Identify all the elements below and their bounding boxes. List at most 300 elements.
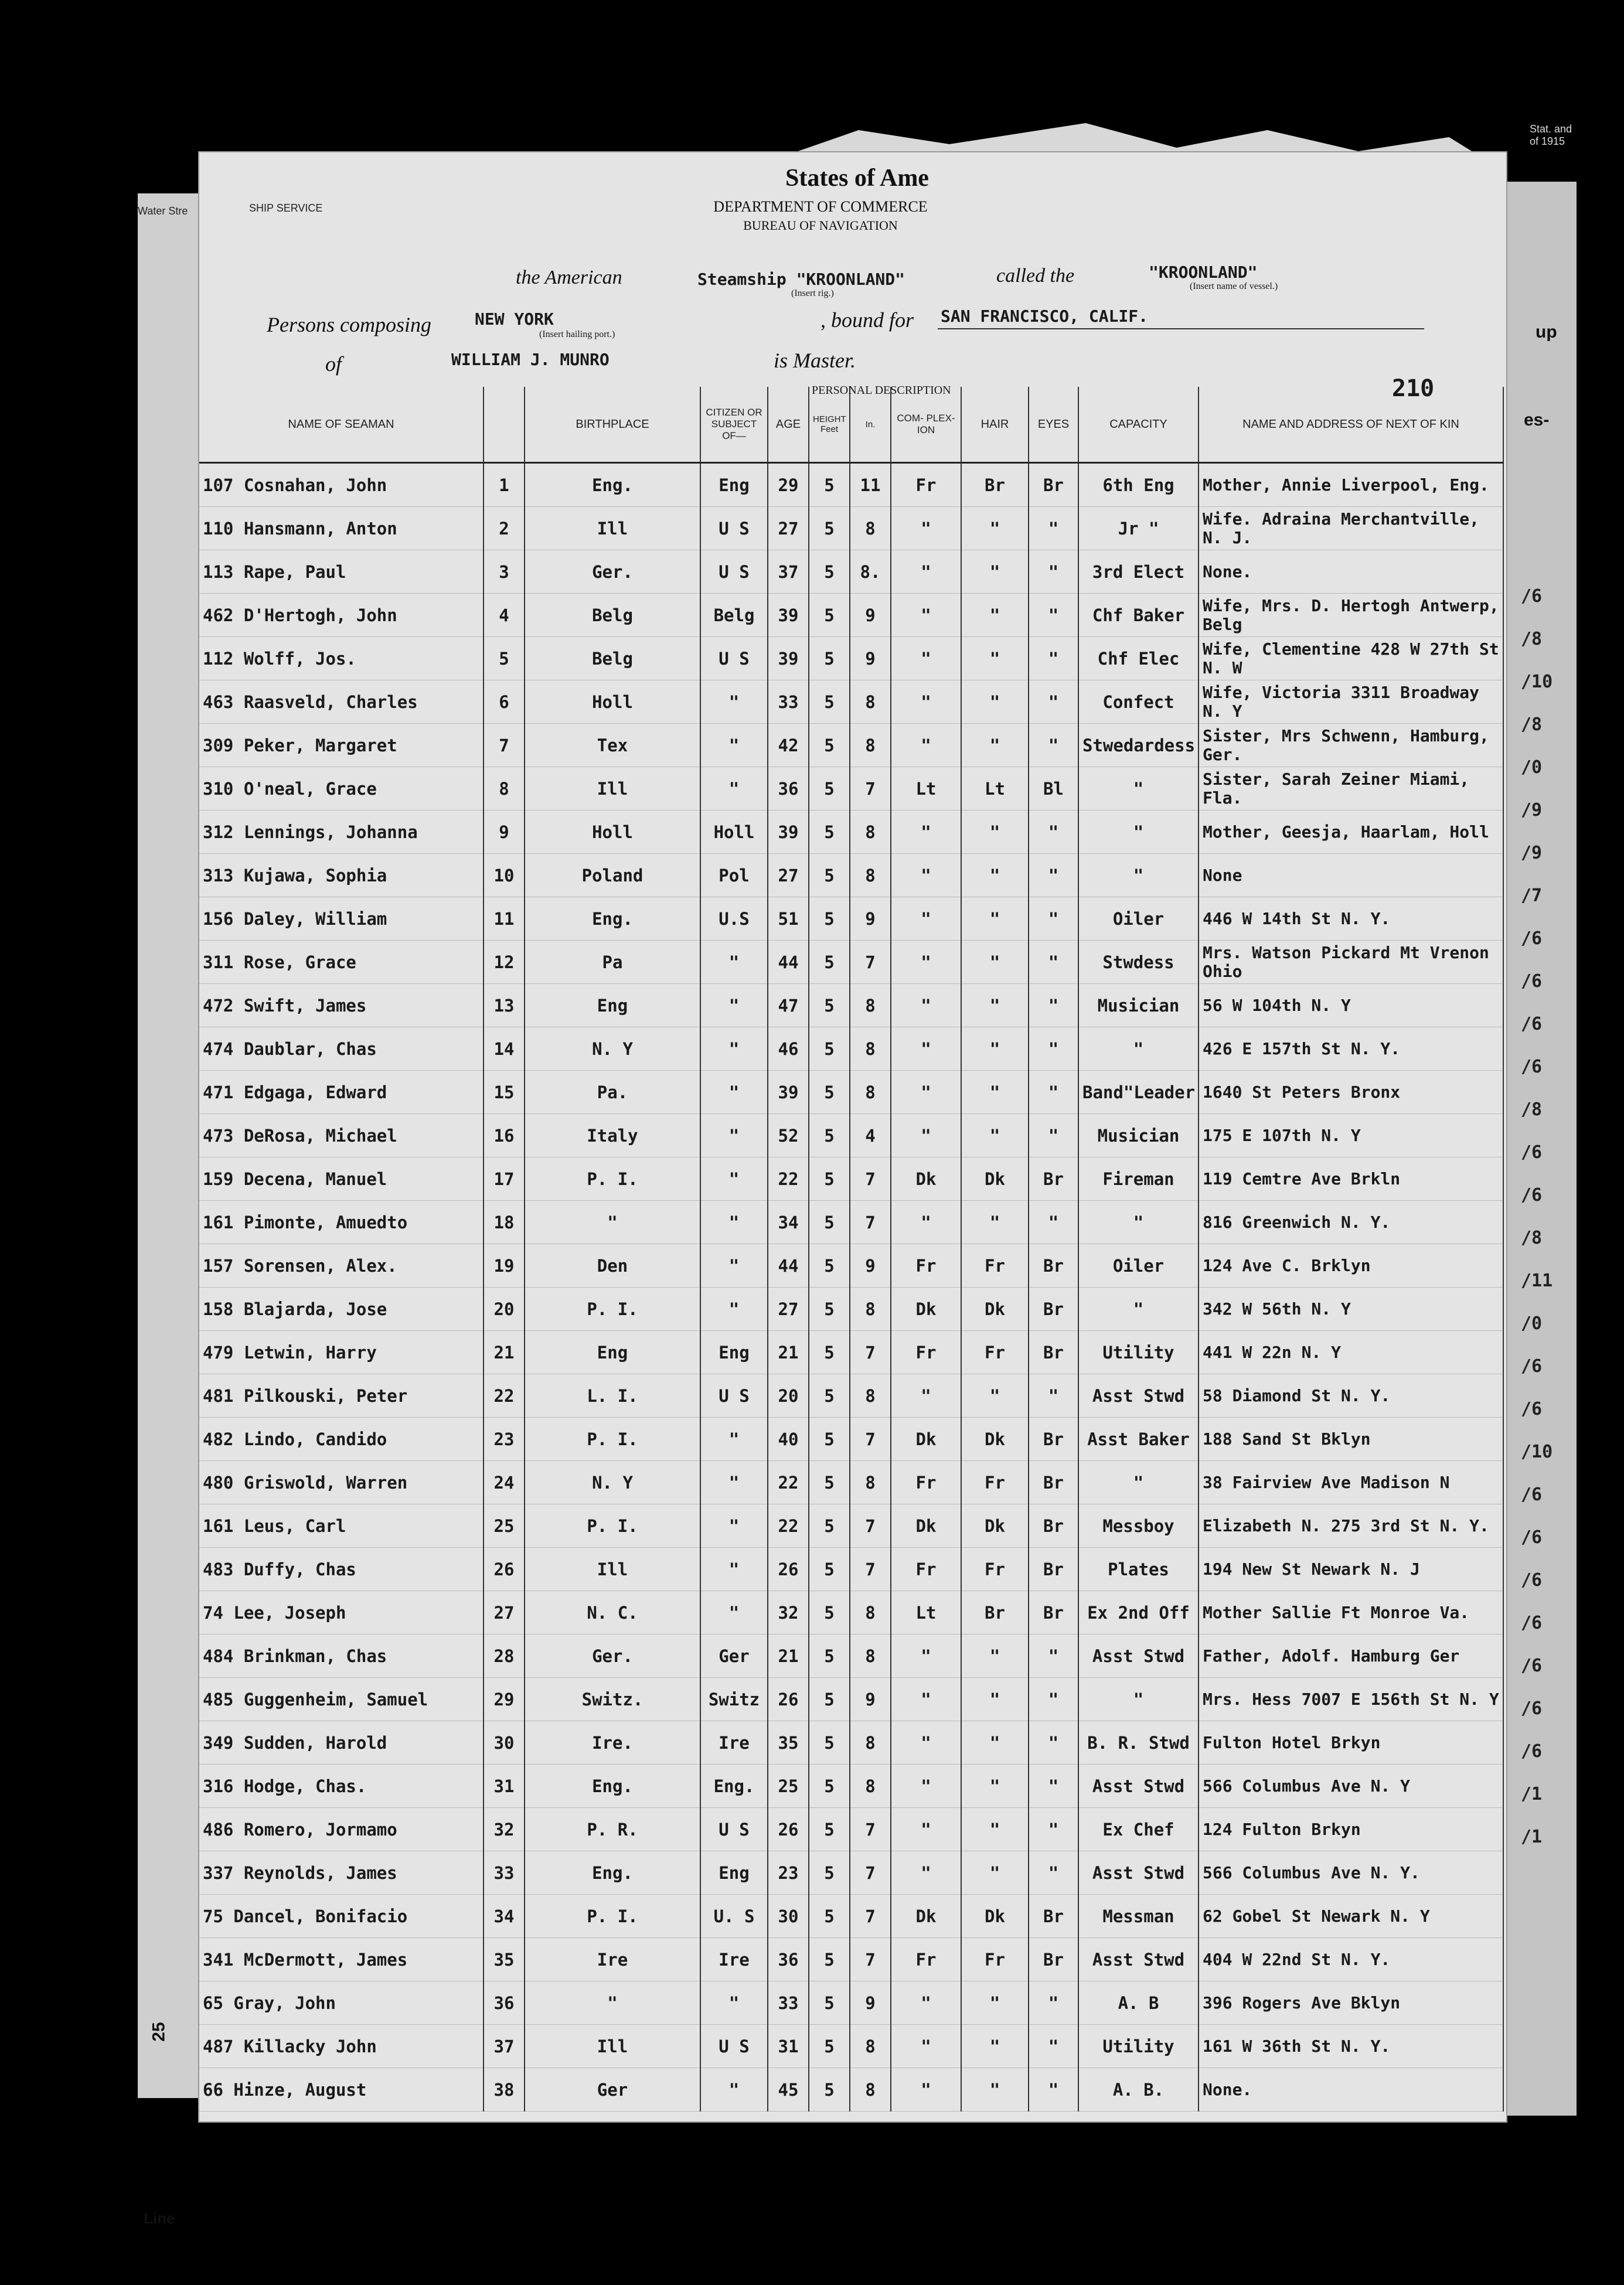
eyes: Br [1029, 1504, 1078, 1548]
table-row [199, 1765, 1503, 1808]
complexion: Lt [891, 1591, 961, 1634]
row-number: 25 [484, 1504, 525, 1548]
height-inches: 9 [850, 637, 891, 680]
height-inches: 7 [850, 1808, 891, 1851]
row-number: 1 [484, 463, 525, 507]
birthplace: Den [525, 1244, 700, 1288]
next-of-kin: Mother, Annie Liverpool, Eng. [1199, 463, 1503, 507]
capacity: Utility [1078, 1331, 1199, 1374]
table-row [199, 1504, 1503, 1548]
eyes: " [1029, 1851, 1078, 1895]
table-row [199, 1678, 1503, 1721]
height-inches: 8 [850, 1721, 891, 1765]
row-number: 8 [484, 767, 525, 811]
citizenship: U S [700, 2025, 768, 2068]
capacity: Jr " [1078, 507, 1199, 550]
table-row [199, 767, 1503, 811]
height-inches: 8 [850, 1071, 891, 1114]
birthplace: Eng [525, 984, 700, 1027]
hair: " [961, 811, 1029, 854]
eyes: " [1029, 811, 1078, 854]
height-inches: 8 [850, 1591, 891, 1634]
height-feet: 5 [809, 1895, 850, 1938]
hair: Dk [961, 1418, 1029, 1461]
citizenship: " [700, 1981, 768, 2025]
eyes: " [1029, 2068, 1078, 2112]
age: 37 [768, 550, 809, 594]
capacity: " [1078, 1201, 1199, 1244]
capacity: Asst Stwd [1078, 1374, 1199, 1418]
next-of-kin: 194 New St Newark N. J [1199, 1548, 1503, 1591]
complexion: " [891, 984, 961, 1027]
row-number: 26 [484, 1548, 525, 1591]
table-row [199, 2025, 1503, 2068]
vessel-name: "KROONLAND" [1149, 263, 1258, 282]
table-row [199, 1201, 1503, 1244]
eyes: " [1029, 984, 1078, 1027]
complexion: " [891, 724, 961, 767]
eyes: Br [1029, 1288, 1078, 1331]
hair: " [961, 550, 1029, 594]
citizenship: Pol [700, 854, 768, 897]
eyes: " [1029, 1374, 1078, 1418]
citizenship: U S [700, 550, 768, 594]
table-row [199, 941, 1503, 984]
next-of-kin: 816 Greenwich N. Y. [1199, 1201, 1503, 1244]
birthplace: P. I. [525, 1504, 700, 1548]
citizenship: Switz [700, 1678, 768, 1721]
seaman-name: 472 Swift, James [199, 984, 484, 1027]
next-of-kin: 124 Fulton Brkyn [1199, 1808, 1503, 1851]
seaman-name: 316 Hodge, Chas. [199, 1765, 484, 1808]
complexion: " [891, 1678, 961, 1721]
bureau-title: BUREAU OF NAVIGATION [743, 218, 898, 233]
hair: " [961, 680, 1029, 724]
age: 40 [768, 1418, 809, 1461]
birthplace: Eng. [525, 1851, 700, 1895]
birthplace: Italy [525, 1114, 700, 1157]
height-feet: 5 [809, 1938, 850, 1981]
hair: " [961, 897, 1029, 941]
complexion: Dk [891, 1504, 961, 1548]
right-margin-mark: /6 [1521, 1741, 1543, 1762]
hailing-port: NEW YORK [475, 309, 554, 329]
seaman-name: 486 Romero, Jormamo [199, 1808, 484, 1851]
insert-name-note: (Insert name of vessel.) [1190, 281, 1278, 291]
height-feet: 5 [809, 1157, 850, 1201]
height-feet: 5 [809, 1504, 850, 1548]
next-of-kin: Wife, Victoria 3311 Broadway N. Y [1199, 680, 1503, 724]
birthplace: N. Y [525, 1027, 700, 1071]
complexion: " [891, 550, 961, 594]
hair: " [961, 1114, 1029, 1157]
height-feet: 5 [809, 680, 850, 724]
height-inches: 7 [850, 1331, 891, 1374]
capacity: " [1078, 854, 1199, 897]
ship-service-label: SHIP SERVICE [249, 202, 323, 214]
eyes: Br [1029, 1418, 1078, 1461]
age: 20 [768, 1374, 809, 1418]
capacity: Messman [1078, 1895, 1199, 1938]
eyes: Br [1029, 1461, 1078, 1504]
next-of-kin: Mother, Geesja, Haarlam, Holl [1199, 811, 1503, 854]
complexion: Dk [891, 1895, 961, 1938]
eyes: " [1029, 1721, 1078, 1765]
eyes: " [1029, 854, 1078, 897]
height-inches: 9 [850, 897, 891, 941]
crew-rows [199, 463, 1503, 2112]
birthplace: P. I. [525, 1157, 700, 1201]
age: 22 [768, 1461, 809, 1504]
height-inches: 8 [850, 1374, 891, 1418]
capacity: Confect [1078, 680, 1199, 724]
table-row [199, 1895, 1503, 1938]
complexion: " [891, 1765, 961, 1808]
table-row [199, 897, 1503, 941]
citizenship: U S [700, 637, 768, 680]
age: 42 [768, 724, 809, 767]
next-of-kin: 124 Ave C. Brklyn [1199, 1244, 1503, 1288]
next-of-kin: Sister, Sarah Zeiner Miami, Fla. [1199, 767, 1503, 811]
seaman-name: 313 Kujawa, Sophia [199, 854, 484, 897]
citizenship: " [700, 1027, 768, 1071]
citizenship: Eng. [700, 1765, 768, 1808]
height-feet: 5 [809, 507, 850, 550]
right-margin-mark: /10 [1521, 1442, 1553, 1462]
eyes: Br [1029, 463, 1078, 507]
complexion: " [891, 1634, 961, 1678]
height-inches: 7 [850, 941, 891, 984]
next-of-kin: Mrs. Watson Pickard Mt Vrenon Ohio [1199, 941, 1503, 984]
row-number: 11 [484, 897, 525, 941]
col-feet [809, 387, 850, 463]
citizenship: Belg [700, 594, 768, 637]
citizenship: " [700, 680, 768, 724]
right-margin-mark: /8 [1521, 629, 1543, 649]
eyes: " [1029, 897, 1078, 941]
row-number: 33 [484, 1851, 525, 1895]
right-margin-mark: /8 [1521, 714, 1543, 735]
complexion: Fr [891, 1331, 961, 1374]
next-of-kin: Wife, Clementine 428 W 27th St N. W [1199, 637, 1503, 680]
table-row [199, 1071, 1503, 1114]
col-number [484, 387, 525, 463]
height-feet: 5 [809, 1765, 850, 1808]
height-feet: 5 [809, 1548, 850, 1591]
next-of-kin: 62 Gobel St Newark N. Y [1199, 1895, 1503, 1938]
height-feet: 5 [809, 1201, 850, 1244]
table-row [199, 1331, 1503, 1374]
left-margin-strip [138, 193, 208, 2227]
left-margin-word: Line [144, 2209, 175, 2227]
height-inches: 7 [850, 1157, 891, 1201]
hair: Dk [961, 1895, 1029, 1938]
next-of-kin: Mrs. Hess 7007 E 156th St N. Y [1199, 1678, 1503, 1721]
height-feet: 5 [809, 1981, 850, 2025]
row-number: 32 [484, 1808, 525, 1851]
citizenship: Ger [700, 1634, 768, 1678]
capacity: Asst Stwd [1078, 1938, 1199, 1981]
height-inches: 9 [850, 1981, 891, 2025]
eyes: " [1029, 1808, 1078, 1851]
row-number: 3 [484, 550, 525, 594]
seaman-name: 341 McDermott, James [199, 1938, 484, 1981]
hair: " [961, 854, 1029, 897]
citizenship: " [700, 984, 768, 1027]
hair: " [961, 941, 1029, 984]
birthplace: N. Y [525, 1461, 700, 1504]
right-margin-mark: /10 [1521, 672, 1553, 692]
next-of-kin: None. [1199, 550, 1503, 594]
height-feet: 5 [809, 811, 850, 854]
right-margin-mark: /6 [1521, 928, 1543, 949]
citizenship: U S [700, 1374, 768, 1418]
height-inches: 7 [850, 1938, 891, 1981]
seaman-name: 158 Blajarda, Jose [199, 1288, 484, 1331]
table-row [199, 1288, 1503, 1331]
capacity: 3rd Elect [1078, 550, 1199, 594]
hair: " [961, 637, 1029, 680]
right-margin-mark: /9 [1521, 800, 1543, 820]
table-row [199, 507, 1503, 550]
birthplace: Ill [525, 2025, 700, 2068]
height-feet: 5 [809, 724, 850, 767]
birthplace: Ill [525, 1548, 700, 1591]
age: 36 [768, 767, 809, 811]
title-fragment: States of Ame [785, 165, 929, 192]
birthplace: Holl [525, 811, 700, 854]
hair: " [961, 1721, 1029, 1765]
birthplace: Ill [525, 507, 700, 550]
age: 21 [768, 1331, 809, 1374]
hair: Fr [961, 1938, 1029, 1981]
seaman-name: 481 Pilkouski, Peter [199, 1374, 484, 1418]
hair: " [961, 507, 1029, 550]
personal-description-label: PERSONAL DESCRIPTION [812, 384, 951, 397]
age: 39 [768, 811, 809, 854]
row-number: 22 [484, 1374, 525, 1418]
col-height-label: HEIGHT [813, 414, 846, 424]
height-inches: 11 [850, 463, 891, 507]
age: 21 [768, 1634, 809, 1678]
seaman-name: 309 Peker, Margaret [199, 724, 484, 767]
row-number: 37 [484, 2025, 525, 2068]
right-margin-mark: /8 [1521, 1099, 1543, 1120]
col-capacity: CAPACITY [1078, 387, 1199, 463]
right-margin-mark: /6 [1521, 971, 1543, 992]
age: 34 [768, 1201, 809, 1244]
right-margin-mark: /6 [1521, 1142, 1543, 1163]
height-feet: 5 [809, 637, 850, 680]
col-next-of-kin: NAME AND ADDRESS OF NEXT OF KIN [1199, 387, 1503, 463]
birthplace: Tex [525, 724, 700, 767]
birthplace: P. I. [525, 1418, 700, 1461]
right-margin-mark: /6 [1521, 1356, 1543, 1377]
birthplace: Belg [525, 594, 700, 637]
eyes: " [1029, 637, 1078, 680]
eyes: " [1029, 550, 1078, 594]
height-inches: 8 [850, 2068, 891, 2112]
row-number: 38 [484, 2068, 525, 2112]
hair: Fr [961, 1331, 1029, 1374]
seaman-name: 473 DeRosa, Michael [199, 1114, 484, 1157]
hair: Lt [961, 767, 1029, 811]
row-number: 7 [484, 724, 525, 767]
height-inches: 8 [850, 1288, 891, 1331]
height-feet: 5 [809, 2025, 850, 2068]
birthplace: Eng. [525, 463, 700, 507]
citizenship: Holl [700, 811, 768, 854]
age: 29 [768, 463, 809, 507]
col-inches [850, 387, 891, 463]
complexion: Lt [891, 767, 961, 811]
master-name: WILLIAM J. MUNRO [451, 350, 610, 369]
height-inches: 8 [850, 854, 891, 897]
right-margin-mark: /6 [1521, 1484, 1543, 1505]
age: 26 [768, 1678, 809, 1721]
seaman-name: 462 D'Hertogh, John [199, 594, 484, 637]
table-row [199, 1114, 1503, 1157]
age: 44 [768, 941, 809, 984]
birthplace: Ill [525, 767, 700, 811]
seaman-name: 483 Duffy, Chas [199, 1548, 484, 1591]
citizenship: " [700, 1591, 768, 1634]
age: 39 [768, 594, 809, 637]
capacity: Plates [1078, 1548, 1199, 1591]
capacity: Stwedardess [1078, 724, 1199, 767]
col-age: AGE [768, 387, 809, 463]
seaman-name: 66 Hinze, August [199, 2068, 484, 2112]
eyes: " [1029, 1678, 1078, 1721]
complexion: " [891, 1721, 961, 1765]
eyes: Br [1029, 1895, 1078, 1938]
next-of-kin: 1640 St Peters Bronx [1199, 1071, 1503, 1114]
capacity: Asst Baker [1078, 1418, 1199, 1461]
height-feet: 5 [809, 1851, 850, 1895]
capacity: " [1078, 1461, 1199, 1504]
next-of-kin: Wife, Mrs. D. Hertogh Antwerp, Belg [1199, 594, 1503, 637]
height-inches: 7 [850, 1504, 891, 1548]
next-of-kin: Mother Sallie Ft Monroe Va. [1199, 1591, 1503, 1634]
hair: Dk [961, 1504, 1029, 1548]
capacity: " [1078, 1678, 1199, 1721]
birthplace: Poland [525, 854, 700, 897]
row-number: 5 [484, 637, 525, 680]
row-number: 14 [484, 1027, 525, 1071]
complexion: Dk [891, 1288, 961, 1331]
sheet-number: 210 [1392, 375, 1435, 402]
seaman-name: 482 Lindo, Candido [199, 1418, 484, 1461]
height-inches: 8 [850, 984, 891, 1027]
next-of-kin: 342 W 56th N. Y [1199, 1288, 1503, 1331]
table-row [199, 2068, 1503, 2112]
birthplace: Ire. [525, 1721, 700, 1765]
citizenship: " [700, 1114, 768, 1157]
department-title: DEPARTMENT OF COMMERCE [713, 198, 928, 215]
hair: " [961, 1678, 1029, 1721]
is-master-label: is Master. [774, 349, 856, 372]
col-birthplace: BIRTHPLACE [525, 387, 700, 463]
complexion: " [891, 1981, 961, 2025]
height-inches: 7 [850, 1418, 891, 1461]
seaman-name: 484 Brinkman, Chas [199, 1634, 484, 1678]
height-inches: 9 [850, 594, 891, 637]
hair: Dk [961, 1288, 1029, 1331]
destination: SAN FRANCISCO, CALIF. [941, 307, 1149, 326]
complexion: Dk [891, 1157, 961, 1201]
citizenship: U.S [700, 897, 768, 941]
complexion: " [891, 2068, 961, 2112]
top-right-note: Stat. and of 1915 [1530, 123, 1572, 147]
citizenship: " [700, 1157, 768, 1201]
right-margin-mark: /6 [1521, 1527, 1543, 1548]
height-feet: 5 [809, 2068, 850, 2112]
height-inches: 8. [850, 550, 891, 594]
hair: " [961, 1808, 1029, 1851]
table-row [199, 680, 1503, 724]
birthplace: Eng [525, 1331, 700, 1374]
seaman-name: 337 Reynolds, James [199, 1851, 484, 1895]
table-row [199, 1027, 1503, 1071]
hair: Fr [961, 1244, 1029, 1288]
eyes: " [1029, 941, 1078, 984]
capacity: " [1078, 811, 1199, 854]
eyes: " [1029, 1981, 1078, 2025]
complexion: Fr [891, 1938, 961, 1981]
eyes: " [1029, 1634, 1078, 1678]
table-row [199, 1938, 1503, 1981]
height-feet: 5 [809, 897, 850, 941]
eyes: " [1029, 594, 1078, 637]
age: 26 [768, 1548, 809, 1591]
age: 27 [768, 507, 809, 550]
capacity: Asst Stwd [1078, 1765, 1199, 1808]
table-row [199, 1461, 1503, 1504]
complexion: " [891, 941, 961, 984]
row-number: 31 [484, 1765, 525, 1808]
next-of-kin: 446 W 14th St N. Y. [1199, 897, 1503, 941]
capacity: " [1078, 1288, 1199, 1331]
eyes: Br [1029, 1548, 1078, 1591]
eyes: " [1029, 724, 1078, 767]
eyes: " [1029, 2025, 1078, 2068]
crew-list-table [199, 387, 1504, 2112]
hair: Dk [961, 1157, 1029, 1201]
eyes: Br [1029, 1938, 1078, 1981]
table-row [199, 1374, 1503, 1418]
table-row [199, 984, 1503, 1027]
eyes: " [1029, 1027, 1078, 1071]
next-of-kin: Elizabeth N. 275 3rd St N. Y. [1199, 1504, 1503, 1548]
right-margin-mark: /0 [1521, 757, 1543, 778]
row-number: 12 [484, 941, 525, 984]
capacity: Chf Baker [1078, 594, 1199, 637]
col-complexion: COM- PLEX- ION [891, 387, 961, 463]
next-of-kin: 175 E 107th N. Y [1199, 1114, 1503, 1157]
row-number: 36 [484, 1981, 525, 2025]
citizenship: " [700, 1461, 768, 1504]
citizenship: Ire [700, 1721, 768, 1765]
birthplace: Pa. [525, 1071, 700, 1114]
seaman-name: 310 O'neal, Grace [199, 767, 484, 811]
row-number: 6 [484, 680, 525, 724]
next-of-kin: 119 Cemtre Ave Brkln [1199, 1157, 1503, 1201]
table-row [199, 1721, 1503, 1765]
birthplace: Ger. [525, 1634, 700, 1678]
height-feet: 5 [809, 1027, 850, 1071]
eyes: Br [1029, 1331, 1078, 1374]
destination-underline [938, 328, 1424, 329]
